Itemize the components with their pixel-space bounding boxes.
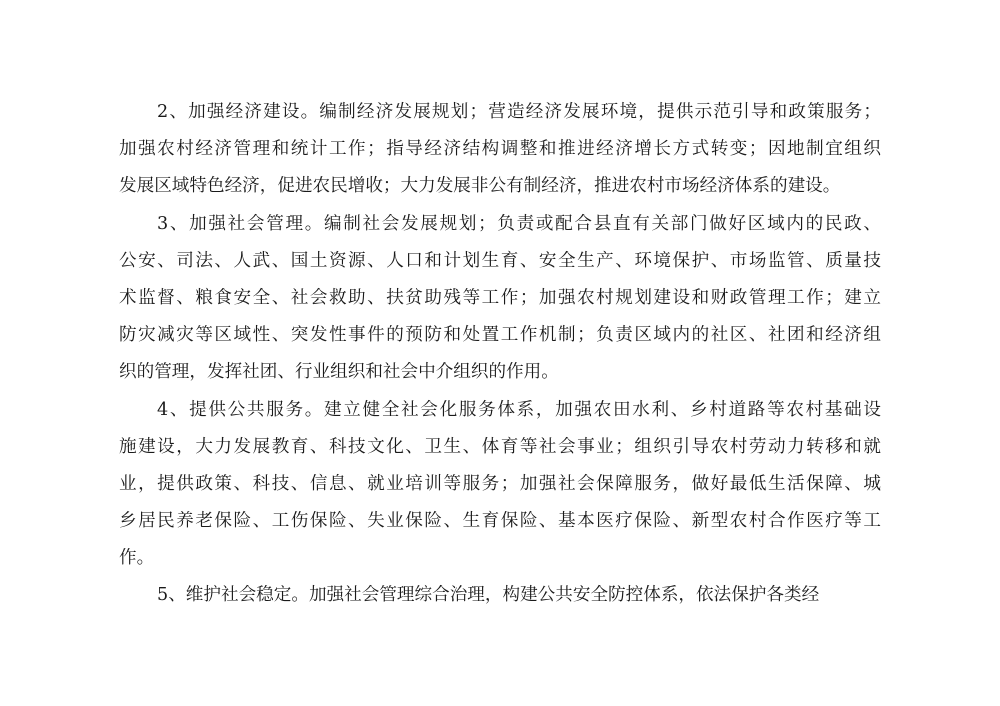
paragraph-4-line-2: 施建设，大力发展教育、科技文化、卫生、体育等社会事业；组织引导农村劳动力转移和就 <box>119 436 881 457</box>
paragraph-3-line-5: 织的管理，发挥社团、行业组织和社会中介组织的作用。 <box>119 362 559 383</box>
paragraph-3-line-3: 术监督、粮食安全、社会救助、扶贫助残等工作；加强农村规划建设和财政管理工作；建立 <box>119 287 881 308</box>
paragraph-4-line-4: 乡居民养老保险、工伤保险、失业保险、生育保险、基本医疗保险、新型农村合作医疗等工 <box>119 511 881 532</box>
paragraph-4-line-5: 作。 <box>119 548 155 569</box>
paragraph-2-line-3: 发展区域特色经济，促进农民增收；大力发展非公有制经济，推进农村市场经济体系的建设。 <box>119 176 841 197</box>
paragraph-3-line-1: 3、加强社会管理。编制社会发展规划；负责或配合县直有关部门做好区域内的民政、 <box>157 213 881 234</box>
paragraph-5-line-1: 5、维护社会稳定。加强社会管理综合治理，构建公共安全防控体系，依法保护各类经 <box>157 585 820 606</box>
paragraph-3-line-4: 防灾减灾等区域性、突发性事件的预防和处置工作机制；负责区域内的社区、社团和经济组 <box>119 325 881 346</box>
paragraph-2-line-1: 2、加强经济建设。编制经济发展规划；营造经济发展环境，提供示范引导和政策服务； <box>157 102 881 122</box>
paragraph-2-line-2: 加强农村经济管理和统计工作；指导经济结构调整和推进经济增长方式转变；因地制宜组织 <box>119 139 881 160</box>
paragraph-4-line-3: 业，提供政策、科技、信息、就业培训等服务；加强社会保障服务，做好最低生活保障、城 <box>119 473 881 494</box>
paragraph-4-line-1: 4、提供公共服务。建立健全社会化服务体系，加强农田水利、乡村道路等农村基础设 <box>157 399 881 420</box>
document-body <box>119 94 881 615</box>
paragraph-3-line-2: 公安、司法、人武、国土资源、人口和计划生育、安全生产、环境保护、市场监管、质量技 <box>119 250 881 271</box>
